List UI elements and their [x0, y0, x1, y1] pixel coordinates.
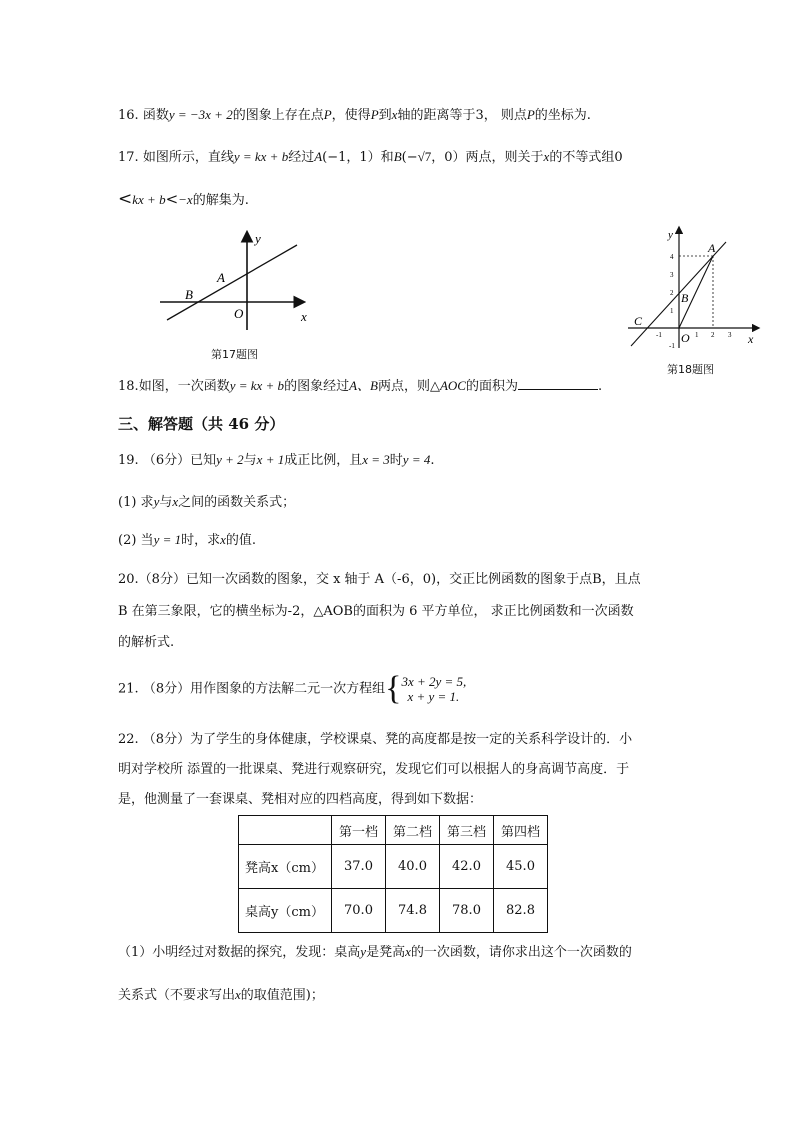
table-cell: 82.8 [494, 889, 548, 933]
question-22-line3: 是，他测量了一套课桌、凳相对应的四档高度，得到如下数据： [118, 792, 483, 807]
table-cell: 74.8 [386, 889, 440, 933]
origin-label: O [681, 331, 690, 345]
question-20-line2: B 在第三象限，它的横坐标为-2，△AOB的面积为 6 平方单位， 求正比例函数和一次函数 [118, 604, 634, 619]
tick-x-1: 1 [695, 331, 699, 339]
question-22-part-1-line2: 关系式（不要求写出x的取值范围)； [118, 987, 324, 1003]
origin-label: O [234, 306, 244, 321]
point-b-label: B [185, 287, 193, 302]
question-21: 21. （8分）用作图象的方法解二元一次方程组{ 3x + 2y = 5, x + y = 1. [118, 670, 467, 707]
table-header-cell: 第三档 [440, 816, 494, 845]
figure-17 [155, 225, 315, 335]
function-expression: y = −3x + 2 [168, 107, 233, 122]
question-19-part-2: (2) 当y = 1时，求x的值. [118, 532, 257, 548]
answer-blank [518, 377, 598, 390]
question-20-line3: 的解析式. [118, 635, 175, 650]
question-18: 18.如图，一次函数y = kx + b的图象经过A、B两点，则△AOC的面积为 . [118, 378, 603, 394]
point-b-label: B [681, 291, 689, 305]
point-a-label: A [217, 270, 225, 285]
row-label: 凳高x（cm） [239, 845, 332, 889]
row-label: 桌高y（cm） [239, 889, 332, 933]
table-header-cell: 第四档 [494, 816, 548, 845]
table-cell: 45.0 [494, 845, 548, 889]
data-table [238, 815, 548, 933]
table-cell: 78.0 [440, 889, 494, 933]
function-expression: y = kx + b [233, 149, 289, 164]
tick-x-neg1: -1 [656, 331, 662, 339]
table-row [239, 889, 548, 933]
table-cell: 42.0 [440, 845, 494, 889]
tick-y-3: 3 [670, 271, 674, 279]
question-16: 16. 函数y = −3x + 2的图象上存在点P，使得P到x轴的距离等于3， 则点P的坐标为. [118, 107, 591, 123]
question-22-part-1: （1）小明经过对数据的探究，发现：桌高y是凳高x的一次函数，请你求出这个一次函数的 [118, 944, 632, 960]
table-header-cell: 第二档 [386, 816, 440, 845]
table-row [239, 845, 548, 889]
function-expression: y = kx + b [229, 378, 285, 393]
tick-y-2: 2 [670, 289, 674, 297]
tick-y-4: 4 [670, 253, 674, 261]
tick-x-3: 3 [728, 331, 732, 339]
y-axis-label: y [668, 229, 673, 241]
section-title: 三、解答题（共 46 分） [118, 415, 285, 433]
table-header-row [239, 816, 548, 845]
question-22-line2: 明对学校所 添置的一批课桌、凳进行观察研究，发现它们可以根据人的身高调节高度．于 [118, 762, 630, 777]
question-20-line1: 20.（8分）已知一次函数的图象，交 x 轴于 A（-6，0)，交正比例函数的图象于点B，且点 [118, 572, 641, 587]
table-cell: 37.0 [332, 845, 386, 889]
tick-y-1: 1 [670, 307, 674, 315]
table-header-cell: 第一档 [332, 816, 386, 845]
table-cell: 40.0 [386, 845, 440, 889]
figure-18 [626, 224, 762, 354]
question-19: 19. （6分）已知y + 2与x + 1成正比例，且x = 3时y = 4. [118, 452, 435, 468]
equation-system [401, 674, 466, 704]
question-19-part-1: (1) 求y与x之间的函数关系式； [118, 494, 296, 510]
y-axis-label: y [255, 231, 261, 246]
figure-18-caption: 第18题图 [667, 363, 714, 376]
line-ab [167, 245, 297, 320]
x-axis-label: x [748, 332, 754, 346]
brace: { [385, 670, 402, 707]
sqrt-seven: √7 [417, 149, 432, 164]
tick-x-2: 2 [711, 331, 715, 339]
tick-y-neg1: -1 [669, 342, 675, 350]
point-c-label: C [634, 314, 643, 328]
table-cell: 70.0 [332, 889, 386, 933]
question-17-line2: <kx + b<−x的解集为. [118, 189, 249, 209]
question-22-line1: 22. （8分）为了学生的身体健康，学校课桌、凳的高度都是按一定的关系科学设计的．小 [118, 732, 633, 747]
point-a-label: A [708, 241, 716, 255]
x-axis-label: x [301, 309, 307, 324]
equation-2: x + y = 1. [407, 689, 460, 704]
figure-17-caption: 第17题图 [211, 348, 258, 361]
question-17: 17. 如图所示，直线y = kx + b经过A(−1，1）和B(−√7，0）两点，则关于x的不等式组0 [118, 149, 623, 165]
table-header-cell [239, 816, 332, 845]
equation-1: 3x + 2y = 5, [401, 674, 467, 689]
